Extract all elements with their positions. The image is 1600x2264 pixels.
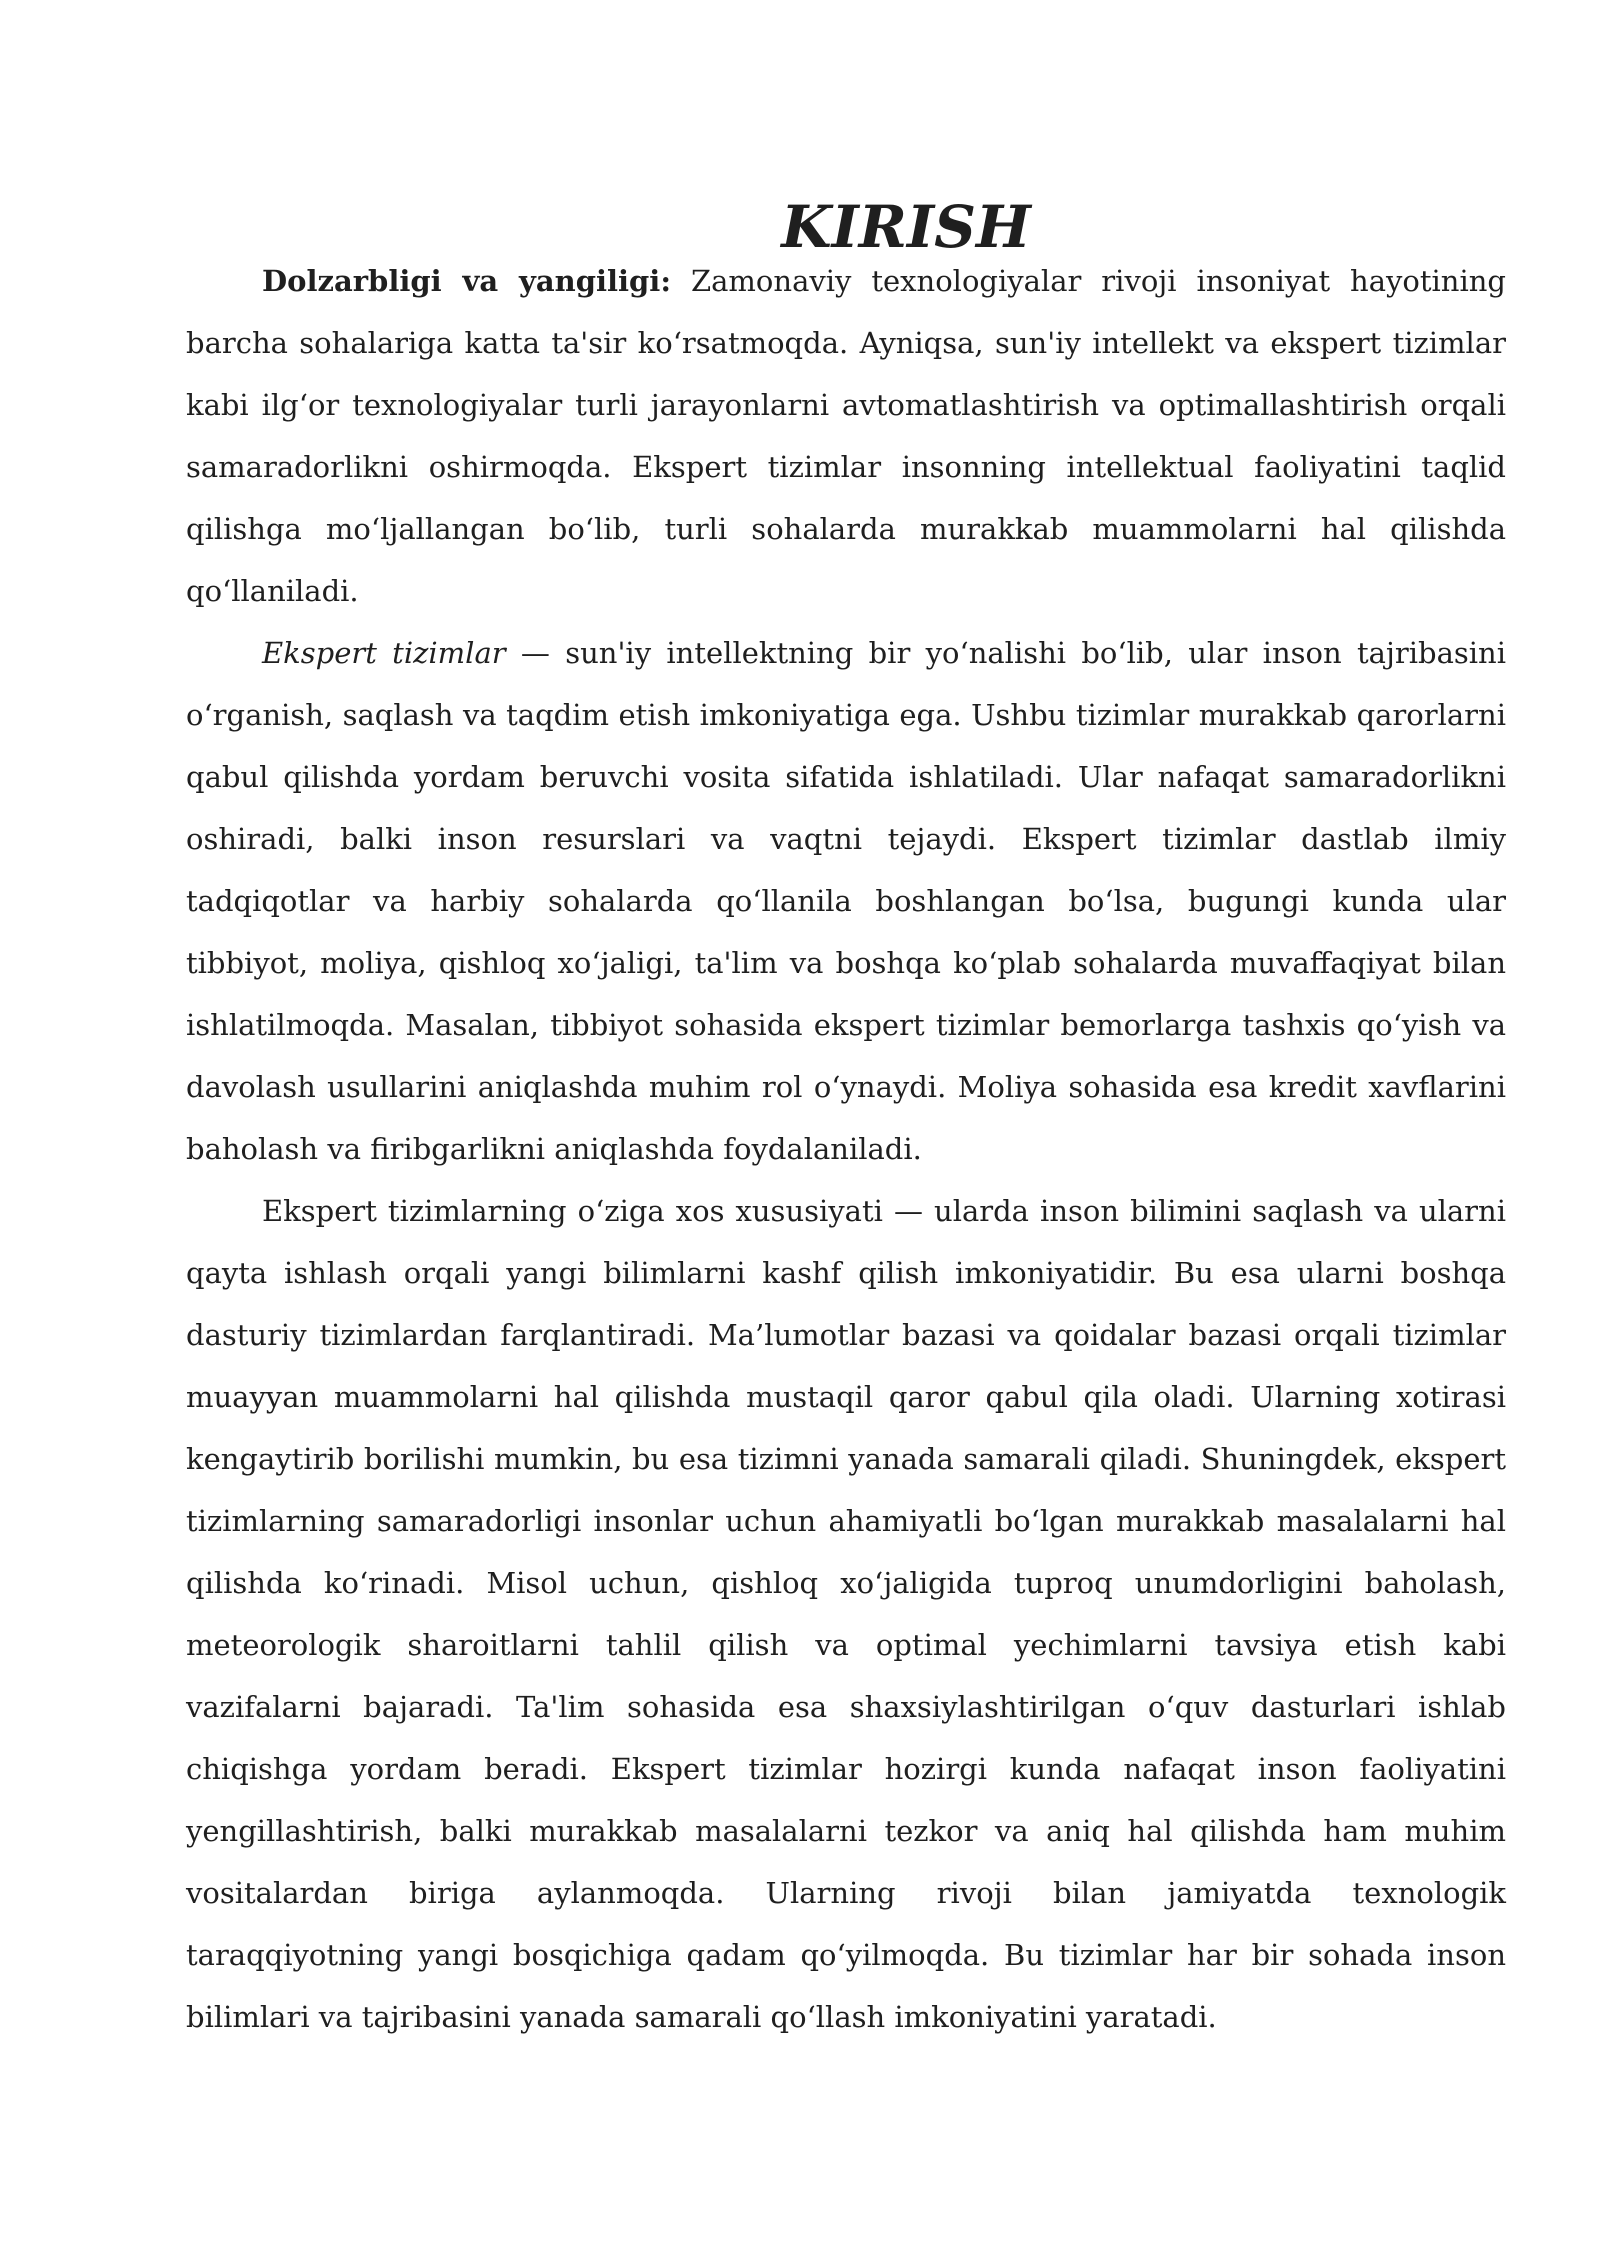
paragraph-lead-heading: Dolzarbligi va yangiligi:: [262, 264, 672, 298]
paragraph-text: — sun'iy intellektning bir yo‘nalishi bo‘lib, ular inson tajribasini o‘rganish, saqlash va taqdim etish imkoniyatiga ega. Ushbu tizimlar murakkab qarorlarni qabul qilishda yordam beruvchi vosita sifatida ishlatiladi. Ular nafaqat samaradorlikni oshiradi, balki inson resurslari va vaqtni tejaydi. Ekspert tizimlar dastlab ilmiy tadqiqotlar va harbiy sohalarda qo‘llanila boshlangan bo‘lsa, bugungi kunda ular tibbiyot, moliya, qishloq xo‘jaligi, ta'lim va boshqa ko‘plab sohalarda muvaffaqiyat bilan ishlatilmoqda. Masalan, tibbiyot sohasida ekspert tizimlar bemorlarga tashxis qo‘yish va davolash usullarini aniqlashda muhim rol o‘ynaydi. Moliya sohasida esa kredit xavflarini baholash va firibgarlikni aniqlashda foydalaniladi.: [186, 636, 1506, 1166]
section-title: KIRISH: [781, 193, 1031, 261]
paragraph-expert-systems: [186, 622, 1506, 1180]
paragraph-features: [186, 1180, 1506, 2048]
paragraph-text: Ekspert tizimlarning o‘ziga xos xususiyati — ularda inson bilimini saqlash va ularni qayta ishlash orqali yangi bilimlarni kashf qilish imkoniyatidir. Bu esa ularni boshqa dasturiy tizimlardan farqlantiradi. Ma’lumotlar bazasi va qoidalar bazasi orqali tizimlar muayyan muammolarni hal qilishda mustaqil qaror qabul qila oladi. Ularning xotirasi kengaytirib borilishi mumkin, bu esa tizimni yanada samarali qiladi. Shuningdek, ekspert tizimlarning samaradorligi insonlar uchun ahamiyatli bo‘lgan murakkab masalalarni hal qilishda ko‘rinadi. Misol uchun, qishloq xo‘jaligida tuproq unumdorligini baholash, meteorologik sharoitlarni tahlil qilish va optimal yechimlarni tavsiya etish kabi vazifalarni bajaradi. Ta'lim sohasida esa shaxsiylashtirilgan o‘quv dasturlari ishlab chiqishga yordam beradi. Ekspert tizimlar hozirgi kunda nafaqat inson faoliyatini yengillashtirish, balki murakkab masalalarni tezkor va aniq hal qilishda ham muhim vositalardan biriga aylanmoqda. Ularning rivoji bilan jamiyatda texnologik taraqqiyotning yangi bosqichiga qadam qo‘yilmoqda. Bu tizimlar har bir sohada inson bilimlari va tajribasini yanada samarali qo‘llash imkoniyatini yaratadi.: [186, 1194, 1506, 2034]
paragraph-text: Zamonaviy texnologiyalar rivoji insoniyat hayotining barcha sohalariga katta ta'sir ko‘rsatmoqda. Ayniqsa, sun'iy intellekt va ekspert tizimlar kabi ilg‘or texnologiyalar turli jarayonlarni avtomatlashtirish va optimallashtirish orqali samaradorlikni oshirmoqda. Ekspert tizimlar insonning intellektual faoliyatini taqlid qilishga mo‘ljallangan bo‘lib, turli sohalarda murakkab muammolarni hal qilishda qo‘llaniladi.: [186, 264, 1506, 608]
paragraph-term: Ekspert tizimlar: [262, 636, 506, 670]
paragraph-relevance: [186, 250, 1506, 622]
document-body: [186, 193, 1506, 2048]
